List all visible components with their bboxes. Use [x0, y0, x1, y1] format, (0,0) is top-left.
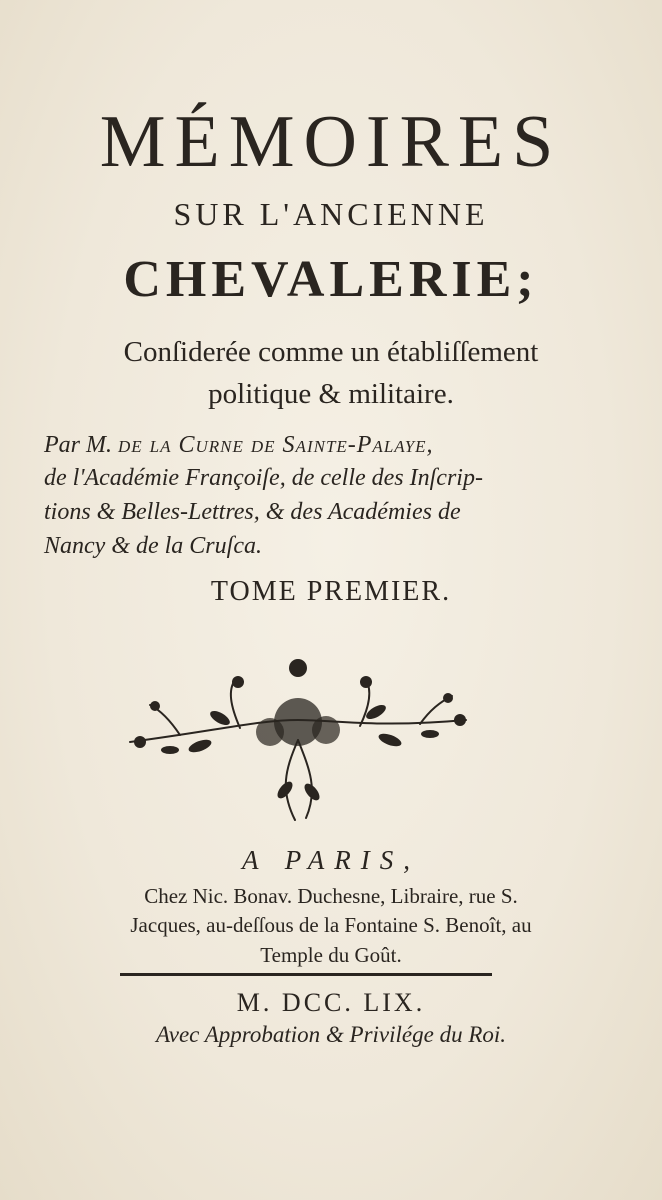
description-line-1: Conſiderée comme un établiſſement [123, 336, 539, 368]
description-line-2: politique & militaire. [208, 378, 454, 410]
author-line-2: de l'Académie Françoiſe, de celle des Inſcrip- [44, 465, 483, 491]
publisher-line-2: Jacques, au-deſſous de la Fontaine S. Benoît, au [130, 913, 532, 937]
imprint-city: A PARIS, [242, 845, 420, 875]
royal-privilege: Avec Approbation & Privilége du Roi. [155, 1022, 507, 1047]
book-title: MÉMOIRES [99, 101, 563, 183]
publication-year: M. DCC. LIX. [236, 988, 426, 1017]
author-prefix: Par M. [44, 432, 118, 458]
author-line-1 [44, 432, 624, 459]
horizontal-rule [120, 973, 492, 976]
publisher-line-3: Temple du Goût. [260, 943, 402, 967]
floral-ornament-icon [120, 650, 476, 828]
subtitle-line-2: CHEVALERIE; [123, 251, 539, 308]
author-line-4: Nancy & de la Cruſca. [44, 533, 262, 559]
author-line-3: tions & Belles-Lettres, & des Académies de [44, 499, 461, 525]
author-name: de la Curne de Sainte-Palaye, [118, 432, 434, 458]
volume-label: TOME PREMIER. [210, 576, 452, 607]
subtitle-line-1: SUR L'ANCIENNE [173, 196, 489, 232]
publisher-line-1: Chez Nic. Bonav. Duchesne, Libraire, rue S. [144, 884, 518, 908]
